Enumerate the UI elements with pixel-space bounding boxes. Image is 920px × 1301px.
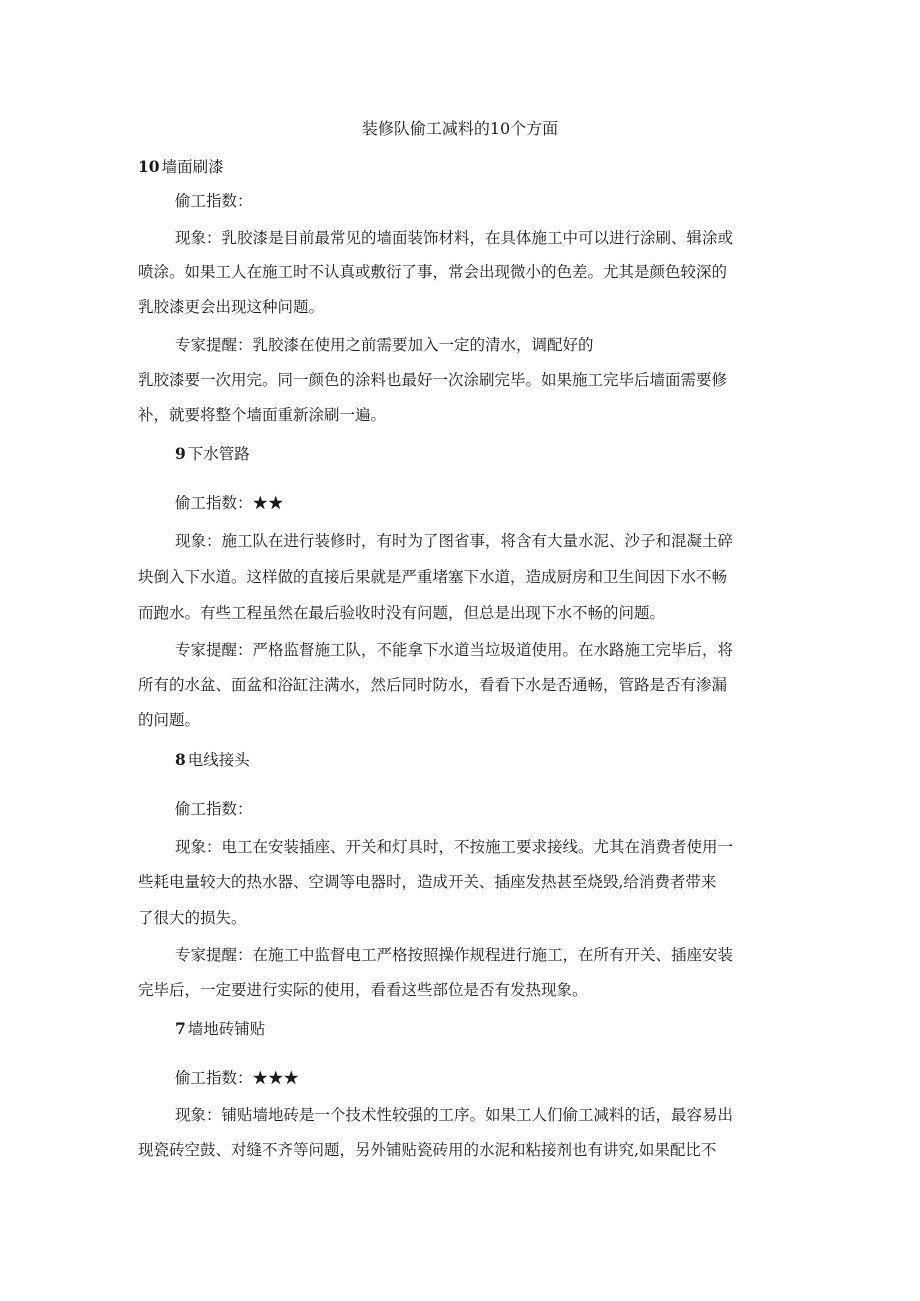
paragraph-line: 现象：乳胶漆是目前最常见的墙面装饰材料，在具体施工中可以进行涂刷、辑涂或: [175, 229, 734, 247]
steal-index-label: 偷工指数：: [175, 192, 253, 210]
section-number: 10: [138, 157, 160, 176]
section-heading-7: [175, 1018, 265, 1040]
paragraph-line: 补，就要将整个墙面重新涂刷一遍。: [138, 406, 387, 424]
steal-index-stars: ★★: [252, 494, 284, 512]
paragraph-line: 的问题。: [138, 711, 201, 729]
paragraph-line: 喷涂。如果工人在施工时不认真或敷衍了事，常会出现微小的色差。尤其是颜色较深的: [138, 263, 728, 281]
section-number: 7: [175, 1019, 186, 1038]
document-title: 装修队偷工减料的10个方面: [361, 119, 559, 138]
paragraph-line: 专家提醒：在施工中监督电工严格按照操作规程进行施工，在所有开关、插座安装: [175, 946, 734, 964]
section-heading-8: [175, 749, 250, 771]
section-title: 墙地砖铺贴: [187, 1020, 266, 1038]
paragraph-line: 现瓷砖空鼓、对缝不齐等问题，另外铺贴瓷砖用的水泥和粘接剂也有讲究,如果配比不: [138, 1141, 717, 1159]
section-number: 8: [175, 750, 186, 769]
paragraph-line: 所有的水盆、面盆和浴缸注满水，然后同时防水，看看下水是否通畅，管路是否有渗漏: [138, 676, 728, 694]
section-number: 9: [175, 444, 186, 463]
paragraph-line: 专家提醒：乳胶漆在使用之前需要加入一定的清水，调配好的: [175, 336, 594, 354]
steal-index-8: [175, 798, 253, 820]
paragraph-line: 块倒入下水道。这样做的直接后果就是严重堵塞下水道，造成厨房和卫生间因下水不畅: [138, 568, 728, 586]
paragraph-line: 些耗电量较大的热水器、空调等电器时，造成开关、插座发热甚至烧毁,给消费者带来: [138, 873, 717, 891]
paragraph-line: 完毕后，一定要进行实际的使用，看看这些部位是否有发热现象。: [138, 981, 588, 999]
section-heading-10: [138, 156, 224, 178]
section-title: 墙面刷漆: [161, 158, 224, 176]
paragraph-line: 了很大的损失。: [138, 909, 247, 927]
steal-index-10: [175, 190, 253, 212]
paragraph-line: 现象：施工队在进行装修时，有时为了图省事，将含有大量水泥、沙子和混凝土碎: [175, 532, 734, 550]
steal-index-stars: ★★★: [252, 1069, 300, 1087]
steal-index-9: [175, 492, 284, 514]
steal-index-label: 偷工指数：: [175, 800, 253, 818]
paragraph-line: 乳胶漆更会出现这种问题。: [138, 298, 325, 316]
paragraph-line: 而跑水。有些工程虽然在最后验收时没有问题，但总是出现下水不畅的问题。: [138, 604, 666, 622]
steal-index-label: 偷工指数：: [175, 494, 253, 512]
section-title: 电线接头: [187, 751, 250, 769]
section-heading-9: [175, 443, 250, 465]
section-title: 下水管路: [187, 445, 250, 463]
paragraph-line: 专家提醒：严格监督施工队，不能拿下水道当垃圾道使用。在水路施工完毕后，将: [175, 641, 734, 659]
steal-index-7: [175, 1067, 299, 1089]
paragraph-line: 现象：电工在安装插座、开关和灯具时，不按施工要求接线。尤其在消费者使用一: [175, 838, 734, 856]
paragraph-line: 现象：铺贴墙地砖是一个技术性较强的工序。如果工人们偷工减料的话，最容易出: [175, 1106, 734, 1124]
steal-index-label: 偷工指数：: [175, 1069, 253, 1087]
paragraph-line: 乳胶漆要一次用完。同一颜色的涂料也最好一次涂刷完毕。如果施工完毕后墙面需要修: [138, 371, 728, 389]
